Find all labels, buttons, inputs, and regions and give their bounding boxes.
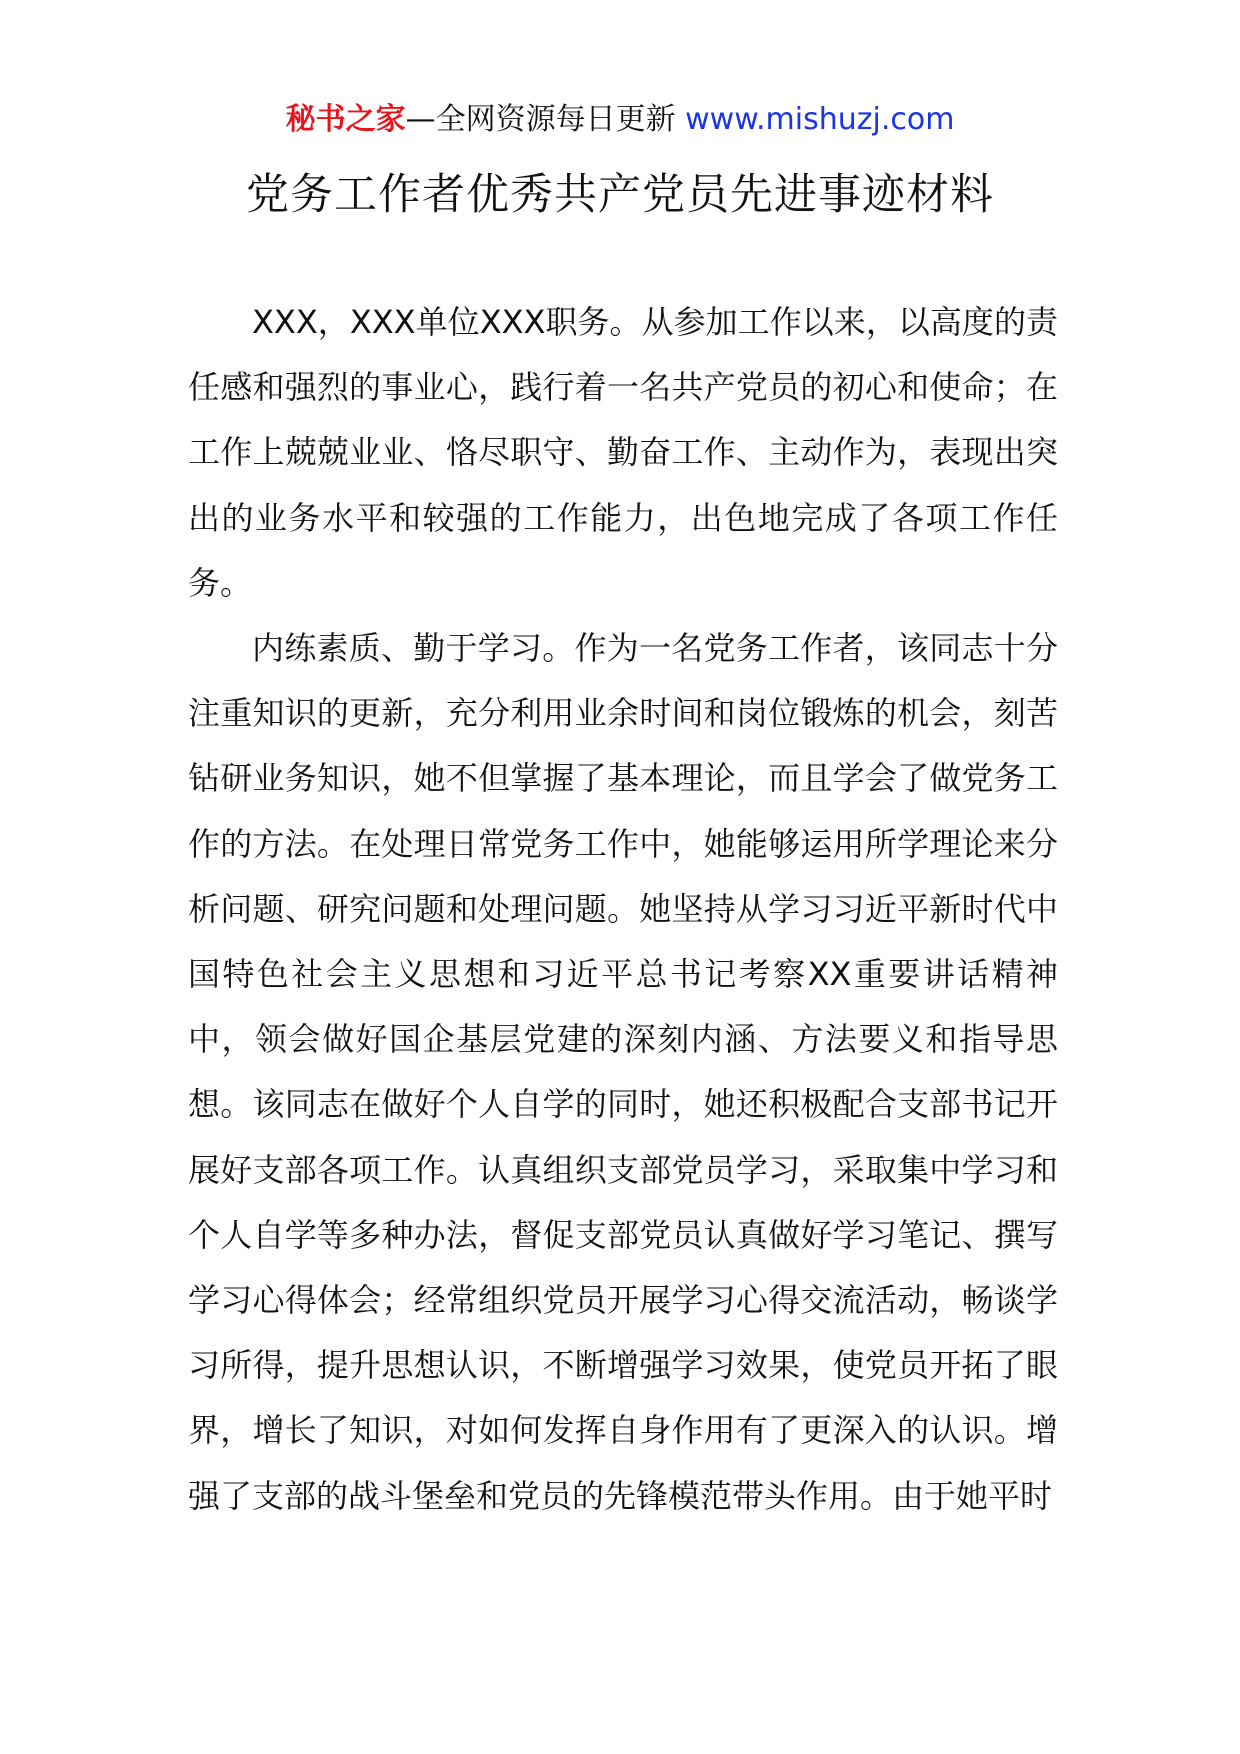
document-body bbox=[188, 290, 1058, 1529]
brand-name: 秘书之家 bbox=[285, 102, 406, 137]
header-slogan: —全网资源每日更新 bbox=[405, 102, 686, 137]
site-header bbox=[0, 100, 1240, 140]
site-url-link[interactable]: www.mishuzj.com bbox=[685, 102, 955, 137]
paragraph-intro: XXX，XXX单位XXX职务。从参加工作以来，以高度的责任感和强烈的事业心，践行着一名共产党员的初心和使命；在工作上兢兢业业、恪尽职守、勤奋工作、主动作为，表现出突出的业务水平和较强的工作能力，出色地完成了各项工作任务。 bbox=[188, 303, 1058, 602]
paragraph-study: 内练素质、勤于学习。作为一名党务工作者，该同志十分注重知识的更新，充分利用业余时间和岗位锻炼的机会，刻苦钻研业务知识，她不但掌握了基本理论，而且学会了做党务工作的方法。在处理日常党务工作中，她能够运用所学理论来分析问题、研究问题和处理问题。她坚持从学习习近平新时代中国特色社会主义思想和习近平总书记考察XX重要讲话精神中，领会做好国企基层党建的深刻内涵、方法要义和指导思想。该同志在做好个人自学的同时，她还积极配合支部书记开展好支部各项工作。认真组织支部党员学习，采取集中学习和个人自学等多种办法，督促支部党员认真做好学习笔记、撰写学习心得体会；经常组织党员开展学习心得交流活动，畅谈学习所得，提升思想认识，不断增强学习效果，使党员开拓了眼界，增长了知识，对如何发挥自身作用有了更深入的认识。增强了支部的战斗堡垒和党员的先锋模范带头作用。由于她平时 bbox=[188, 629, 1058, 1515]
document-title: 党务工作者优秀共产党员先进事迹材料 bbox=[246, 170, 994, 220]
